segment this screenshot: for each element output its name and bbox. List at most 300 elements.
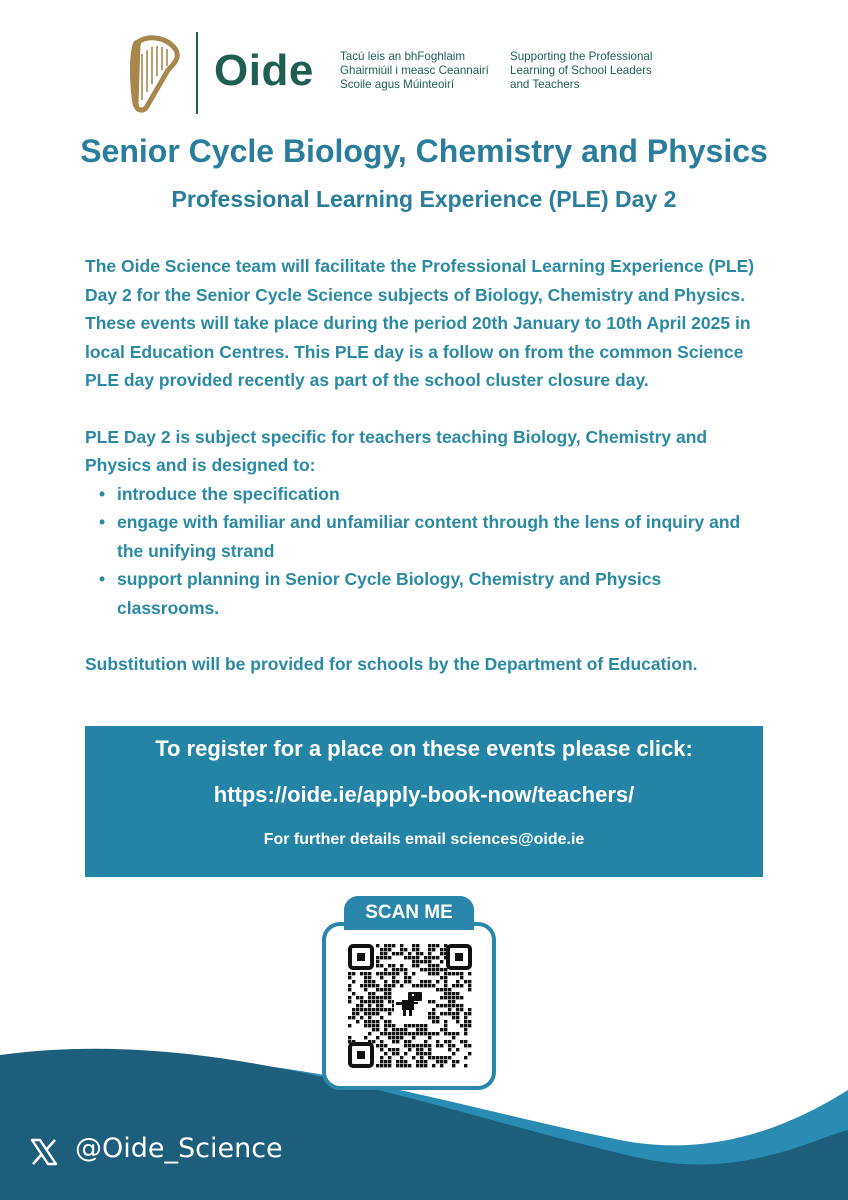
qr-module [404, 1060, 407, 1063]
qr-module [352, 980, 355, 983]
qr-module [364, 988, 367, 991]
qr-module [428, 944, 431, 947]
qr-module [464, 1020, 467, 1023]
qr-module [376, 960, 379, 963]
qr-module [432, 1000, 435, 1003]
qr-module [416, 948, 419, 951]
qr-module [360, 1016, 363, 1019]
qr-module [412, 1036, 415, 1039]
qr-module [400, 964, 403, 967]
qr-module [444, 1020, 447, 1023]
qr-module [432, 1056, 435, 1059]
qr-module [460, 976, 463, 979]
qr-module [396, 1032, 399, 1035]
qr-module [364, 976, 367, 979]
qr-module [364, 1012, 367, 1015]
qr-module [388, 988, 391, 991]
qr-module [404, 956, 407, 959]
qr-module [452, 972, 455, 975]
qr-module [416, 1048, 419, 1051]
qr-module [448, 1000, 451, 1003]
qr-module [420, 952, 423, 955]
qr-module [360, 1008, 363, 1011]
qr-module [348, 1024, 351, 1027]
qr-module [456, 1004, 459, 1007]
qr-module [364, 1024, 367, 1027]
qr-module [428, 1032, 431, 1035]
qr-module [444, 996, 447, 999]
qr-module [452, 1052, 455, 1055]
qr-module [456, 1032, 459, 1035]
qr-module [464, 1024, 467, 1027]
qr-module [416, 944, 419, 947]
qr-module [384, 972, 387, 975]
page-title: Senior Cycle Biology, Chemistry and Physics [80, 133, 768, 169]
qr-module [380, 948, 383, 951]
qr-module [412, 944, 415, 947]
qr-module [384, 1064, 387, 1067]
qr-module [352, 972, 355, 975]
qr-module [368, 996, 371, 999]
qr-module [408, 980, 411, 983]
qr-module [460, 1004, 463, 1007]
qr-module [464, 1028, 467, 1031]
qr-module [388, 1060, 391, 1063]
qr-module [380, 1056, 383, 1059]
qr-module [388, 1020, 391, 1023]
contact-email: For further details email sciences@oide.ie [263, 831, 585, 848]
qr-module [408, 976, 411, 979]
qr-module [372, 1040, 375, 1043]
qr-module [384, 992, 387, 995]
qr-module [348, 1036, 351, 1039]
qr-module [396, 952, 399, 955]
qr-module [412, 1056, 415, 1059]
qr-module [388, 1064, 391, 1067]
qr-module [376, 1004, 379, 1007]
purpose-list [85, 480, 765, 623]
qr-module [448, 1008, 451, 1011]
qr-module [440, 996, 443, 999]
qr-module [388, 964, 391, 967]
qr-module [404, 1052, 407, 1055]
qr-module [380, 1000, 383, 1003]
qr-module [372, 1008, 375, 1011]
qr-module [384, 996, 387, 999]
qr-module [416, 1032, 419, 1035]
qr-module [368, 992, 371, 995]
qr-module [400, 1036, 403, 1039]
qr-module [468, 972, 471, 975]
qr-module [444, 1012, 447, 1015]
qr-module [452, 984, 455, 987]
qr-module [456, 996, 459, 999]
qr-module [420, 968, 423, 971]
qr-module [460, 1024, 463, 1027]
qr-module [396, 1036, 399, 1039]
qr-module [404, 1024, 407, 1027]
qr-module [424, 1060, 427, 1063]
qr-module [460, 1008, 463, 1011]
qr-module [448, 1012, 451, 1015]
qr-module [400, 944, 403, 947]
qr-module [408, 952, 411, 955]
qr-module [428, 1052, 431, 1055]
qr-module [424, 1028, 427, 1031]
qr-module [376, 956, 379, 959]
qr-module [452, 1064, 455, 1067]
qr-module [424, 1032, 427, 1035]
qr-module [372, 984, 375, 987]
qr-module [392, 944, 395, 947]
qr-module [420, 980, 423, 983]
qr-module [364, 984, 367, 987]
qr-module [372, 1020, 375, 1023]
qr-module [460, 1040, 463, 1043]
qr-module [448, 988, 451, 991]
qr-module [400, 1032, 403, 1035]
qr-module [356, 996, 359, 999]
qr-module [436, 964, 439, 967]
qr-module [432, 1064, 435, 1067]
qr-module [360, 972, 363, 975]
qr-module [392, 1032, 395, 1035]
qr-module [400, 1060, 403, 1063]
body-content [85, 252, 765, 679]
qr-module [384, 1008, 387, 1011]
qr-module [380, 1040, 383, 1043]
qr-module [356, 1008, 359, 1011]
qr-module [376, 964, 379, 967]
qr-module [420, 1056, 423, 1059]
qr-module [352, 992, 355, 995]
register-box [85, 726, 763, 877]
qr-module [364, 980, 367, 983]
qr-module [412, 960, 415, 963]
qr-module [408, 956, 411, 959]
qr-module [424, 1052, 427, 1055]
qr-module [408, 1032, 411, 1035]
qr-module [392, 1028, 395, 1031]
qr-module [452, 1032, 455, 1035]
qr-module [384, 968, 387, 971]
qr-module [368, 984, 371, 987]
qr-module [416, 1044, 419, 1047]
qr-module [440, 1060, 443, 1063]
qr-module [356, 1004, 359, 1007]
qr-module [408, 1048, 411, 1051]
qr-module [348, 1000, 351, 1003]
qr-module [384, 952, 387, 955]
qr-module [440, 1056, 443, 1059]
qr-module [432, 1008, 435, 1011]
qr-module [448, 1044, 451, 1047]
purpose-intro: PLE Day 2 is subject specific for teachers teaching Biology, Chemistry and Physics and is designed to: [85, 426, 708, 475]
qr-module [392, 972, 395, 975]
qr-module [388, 948, 391, 951]
qr-module [372, 992, 375, 995]
qr-module [452, 1012, 455, 1015]
qr-module [416, 1052, 419, 1055]
qr-module [380, 1064, 383, 1067]
qr-module [424, 968, 427, 971]
qr-module [428, 1048, 431, 1051]
qr-module [452, 996, 455, 999]
qr-module [380, 1008, 383, 1011]
qr-module [464, 1016, 467, 1019]
qr-module [416, 1064, 419, 1067]
qr-module [412, 972, 415, 975]
qr-module [388, 1012, 391, 1015]
list-item-text: engage with familiar and unfamiliar content through the lens of inquiry and the unifying strand [117, 512, 741, 561]
qr-module [388, 1056, 391, 1059]
qr-module [408, 1024, 411, 1027]
qr-module [368, 980, 371, 983]
tagline-english-line: Supporting the Professional [510, 50, 653, 63]
qr-module [400, 1028, 403, 1031]
qr-module [384, 1020, 387, 1023]
qr-module [436, 956, 439, 959]
qr-module [392, 984, 395, 987]
qr-module [440, 976, 443, 979]
qr-module [372, 1012, 375, 1015]
tagline-english-line: and Teachers [510, 78, 580, 91]
qr-module [376, 1044, 379, 1047]
qr-module [372, 1000, 375, 1003]
qr-module [380, 976, 383, 979]
qr-module [404, 948, 407, 951]
qr-module [392, 1036, 395, 1039]
qr-module [432, 968, 435, 971]
qr-module [444, 988, 447, 991]
qr-module [388, 972, 391, 975]
qr-module [404, 1064, 407, 1067]
bullet-icon: • [99, 512, 106, 532]
qr-module [448, 992, 451, 995]
qr-module [404, 1028, 407, 1031]
qr-module [436, 1032, 439, 1035]
qr-module [428, 1000, 431, 1003]
register-heading: To register for a place on these events please click: [155, 736, 693, 761]
qr-module [400, 1056, 403, 1059]
qr-module [416, 1024, 419, 1027]
qr-module [448, 972, 451, 975]
tagline-english [510, 50, 652, 92]
substitution-note: Substitution will be provided for schools by the Department of Education. [85, 654, 698, 674]
qr-module [456, 992, 459, 995]
qr-module [440, 968, 443, 971]
qr-module [468, 1012, 471, 1015]
qr-module [444, 984, 447, 987]
qr-module [448, 1056, 451, 1059]
qr-module [432, 1012, 435, 1015]
qr-module [396, 1048, 399, 1051]
qr-module [440, 1012, 443, 1015]
qr-module [392, 1040, 395, 1043]
qr-module [436, 972, 439, 975]
qr-module [400, 968, 403, 971]
harp-icon [128, 34, 184, 114]
qr-module [444, 1004, 447, 1007]
qr-module [432, 972, 435, 975]
qr-module [404, 1032, 407, 1035]
qr-module [444, 1040, 447, 1043]
qr-module [432, 944, 435, 947]
qr-module [428, 1056, 431, 1059]
qr-module [408, 1064, 411, 1067]
qr-module [400, 948, 403, 951]
qr-module [424, 984, 427, 987]
qr-module [408, 1044, 411, 1047]
qr-module [468, 980, 471, 983]
list-item-text: introduce the specification [117, 483, 340, 504]
tagline-irish [340, 50, 489, 92]
qr-module [444, 980, 447, 983]
qr-module [452, 1044, 455, 1047]
qr-module [380, 1060, 383, 1063]
qr-module [428, 968, 431, 971]
qr-module [368, 1012, 371, 1015]
qr-module [428, 984, 431, 987]
qr-module [452, 1000, 455, 1003]
qr-module [380, 972, 383, 975]
qr-module [448, 1032, 451, 1035]
qr-module [356, 1012, 359, 1015]
qr-module [352, 1008, 355, 1011]
qr-module [428, 964, 431, 967]
list-item-text: support planning in Senior Cycle Biology, Chemistry and Physics classrooms. [117, 569, 662, 618]
qr-module [448, 1040, 451, 1043]
qr-code[interactable] [348, 944, 472, 1068]
list-item [85, 480, 765, 509]
qr-module [392, 1052, 395, 1055]
qr-module [384, 1060, 387, 1063]
qr-module [424, 1024, 427, 1027]
qr-module [456, 1008, 459, 1011]
qr-module [444, 1056, 447, 1059]
qr-module [464, 1064, 467, 1067]
qr-module [464, 1040, 467, 1043]
qr-module [368, 972, 371, 975]
qr-module [464, 1032, 467, 1035]
qr-module [368, 976, 371, 979]
qr-module [376, 1012, 379, 1015]
qr-module [348, 996, 351, 999]
qr-module [372, 996, 375, 999]
qr-module [452, 1016, 455, 1019]
qr-module [348, 984, 351, 987]
qr-module [352, 1016, 355, 1019]
qr-module [420, 1052, 423, 1055]
qr-module [428, 972, 431, 975]
qr-module [432, 956, 435, 959]
qr-module [444, 1060, 447, 1063]
qr-module [468, 1020, 471, 1023]
qr-module [440, 988, 443, 991]
qr-module [384, 1032, 387, 1035]
qr-module [384, 1052, 387, 1055]
qr-module [436, 968, 439, 971]
qr-module [456, 980, 459, 983]
qr-module [420, 1032, 423, 1035]
qr-module [468, 1044, 471, 1047]
qr-module [384, 1028, 387, 1031]
register-link[interactable]: https://oide.ie/apply-book-now/teachers/ [213, 782, 635, 807]
qr-module [376, 1000, 379, 1003]
qr-module [404, 972, 407, 975]
qr-module [424, 1044, 427, 1047]
qr-module [444, 968, 447, 971]
qr-module [428, 1016, 431, 1019]
qr-module [388, 1032, 391, 1035]
qr-module [404, 980, 407, 983]
qr-module [436, 1040, 439, 1043]
qr-module [376, 1024, 379, 1027]
qr-module [428, 960, 431, 963]
bullet-icon: • [99, 483, 106, 504]
qr-module [444, 992, 447, 995]
qr-module [372, 980, 375, 983]
qr-module [420, 1064, 423, 1067]
qr-module [464, 980, 467, 983]
qr-module [448, 1048, 451, 1051]
tagline-irish-line: Ghairmiúil i measc Ceannairí [340, 64, 489, 77]
qr-module [456, 984, 459, 987]
qr-module [452, 1004, 455, 1007]
qr-module [376, 996, 379, 999]
qr-module [436, 944, 439, 947]
qr-module [456, 1048, 459, 1051]
qr-module [456, 1012, 459, 1015]
qr-module [456, 972, 459, 975]
qr-module [364, 1020, 367, 1023]
qr-module [360, 984, 363, 987]
qr-module [436, 1044, 439, 1047]
qr-module [444, 972, 447, 975]
qr-module [464, 1044, 467, 1047]
qr-module [464, 1012, 467, 1015]
qr-module [456, 1016, 459, 1019]
qr-module [420, 984, 423, 987]
qr-module [380, 964, 383, 967]
qr-module [384, 1044, 387, 1047]
qr-module [408, 1040, 411, 1043]
social-handle[interactable]: @Oide_Science [75, 1133, 283, 1164]
qr-module [392, 964, 395, 967]
qr-module [396, 1060, 399, 1063]
qr-module [436, 1056, 439, 1059]
qr-module [356, 1020, 359, 1023]
qr-module [380, 996, 383, 999]
qr-module [360, 996, 363, 999]
qr-module [392, 952, 395, 955]
qr-module [420, 1060, 423, 1063]
qr-module [368, 1016, 371, 1019]
qr-module [392, 1048, 395, 1051]
qr-module [404, 1040, 407, 1043]
qr-module [452, 1036, 455, 1039]
qr-module [420, 960, 423, 963]
qr-module [416, 1028, 419, 1031]
qr-module [440, 1064, 443, 1067]
tagline-irish-line: Tacú leis an bhFoghlaim [340, 50, 466, 63]
qr-module [404, 968, 407, 971]
x-logo-icon[interactable] [30, 1138, 58, 1166]
tagline-irish-line: Scoile agus Múinteoirí [340, 78, 455, 91]
qr-module [428, 956, 431, 959]
qr-module [400, 952, 403, 955]
qr-module [388, 1036, 391, 1039]
